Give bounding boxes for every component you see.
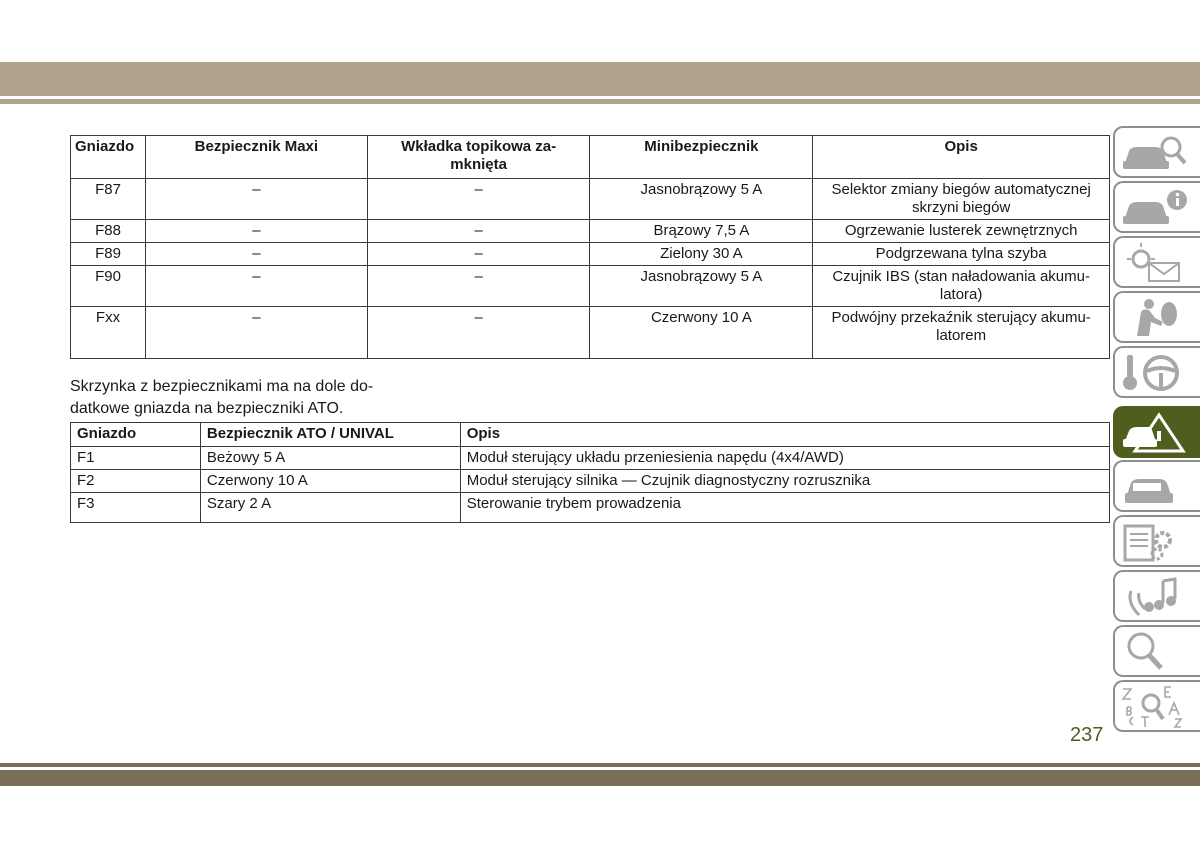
warning-light-mail-icon — [1119, 241, 1199, 285]
table-row — [71, 179, 1110, 220]
header-topikowa-line1: Wkładka topikowa za- — [401, 138, 557, 155]
cell-topikowa: – — [367, 266, 590, 307]
cell-maxi: – — [145, 220, 367, 243]
cell-slot: F90 — [71, 266, 146, 307]
cell-slot: F3 — [71, 493, 201, 523]
cell-mini: Jasnobrązowy 5 A — [590, 266, 813, 307]
cell-opis-line1: Czujnik IBS (stan naładowania akumu- — [832, 268, 1090, 285]
cell-maxi: – — [145, 266, 367, 307]
car-service-icon — [1119, 465, 1199, 509]
ato-intro-paragraph — [70, 376, 430, 420]
cell-ato: Czerwony 10 A — [200, 470, 460, 493]
cell-opis-line1: Podwójny przekaźnik sterujący akumu- — [831, 309, 1091, 326]
table-row — [71, 266, 1110, 307]
cell-slot: Fxx — [71, 307, 146, 359]
cell-slot: F88 — [71, 220, 146, 243]
cell-topikowa: – — [367, 179, 590, 220]
cell-slot: F89 — [71, 243, 146, 266]
cell-mini: Zielony 30 A — [590, 243, 813, 266]
fuse-table-header — [71, 136, 1110, 179]
cell-ato: Szary 2 A — [200, 493, 460, 523]
tab-starting-driving[interactable] — [1113, 346, 1200, 398]
cell-topikowa: – — [367, 220, 590, 243]
header-ato: Bezpiecznik ATO / UNIVAL — [200, 423, 460, 447]
page-number: 237 — [1070, 724, 1104, 746]
header-opis: Opis — [460, 423, 1109, 447]
cell-opis-line2: latora) — [939, 286, 983, 303]
cell-opis: Moduł sterujący układu przeniesienia napędu (4x4/AWD) — [460, 447, 1109, 470]
search-index-icon — [1119, 630, 1199, 674]
cell-opis: Moduł sterujący silnika — Czujnik diagnostyczny rozrusznika — [460, 470, 1109, 493]
footer-rule — [0, 763, 1200, 767]
header-topikowa — [367, 136, 590, 179]
cell-mini: Czerwony 10 A — [590, 307, 813, 359]
tab-service[interactable] — [1113, 460, 1200, 512]
tab-emergency[interactable] — [1113, 406, 1200, 458]
key-steering-wheel-icon — [1119, 351, 1199, 395]
table-row — [71, 307, 1110, 359]
paragraph-line2: datkowe gniazda na bezpieczniki ATO. — [70, 400, 344, 417]
car-info-icon — [1119, 186, 1199, 230]
header-maxi: Bezpiecznik Maxi — [145, 136, 367, 179]
cell-maxi: – — [145, 179, 367, 220]
cell-topikowa: – — [367, 307, 590, 359]
cell-ato: Beżowy 5 A — [200, 447, 460, 470]
tab-safety[interactable] — [1113, 291, 1200, 343]
cell-opis: Ogrzewanie lusterek zewnętrznych — [813, 220, 1110, 243]
tab-car-info[interactable] — [1113, 181, 1200, 233]
fuse-table — [70, 135, 1110, 359]
table-row — [71, 220, 1110, 243]
paragraph-line1: Skrzynka z bezpiecznikami ma na dole do- — [70, 378, 374, 395]
header-gniazdo: Gniazdo — [71, 136, 146, 179]
cell-opis — [813, 307, 1110, 359]
cell-opis-line2: latorem — [936, 327, 987, 344]
tab-multimedia[interactable] — [1113, 570, 1200, 622]
table-row — [71, 447, 1110, 470]
car-search-icon — [1119, 131, 1199, 175]
tab-alphabetical-index[interactable] — [1113, 680, 1200, 732]
cell-mini: Brązowy 7,5 A — [590, 220, 813, 243]
cell-mini: Jasnobrązowy 5 A — [590, 179, 813, 220]
specifications-gear-icon — [1119, 520, 1199, 564]
cell-opis: Podgrzewana tylna szyba — [813, 243, 1110, 266]
tab-search[interactable] — [1113, 625, 1200, 677]
ato-fuse-table — [70, 422, 1110, 523]
car-breakdown-warning-icon — [1119, 411, 1199, 455]
airbag-seat-icon — [1119, 296, 1199, 340]
header-mini: Minibezpiecznik — [590, 136, 813, 179]
table-row — [71, 493, 1110, 523]
header-gniazdo: Gniazdo — [71, 423, 201, 447]
footer-band — [0, 770, 1200, 786]
header-band — [0, 62, 1200, 96]
cell-opis: Sterowanie trybem prowadzenia — [460, 493, 1109, 523]
multimedia-music-icon — [1119, 575, 1199, 619]
tab-warning-lights[interactable] — [1113, 236, 1200, 288]
cell-slot: F87 — [71, 179, 146, 220]
cell-opis — [813, 266, 1110, 307]
table-row — [71, 470, 1110, 493]
cell-maxi: – — [145, 307, 367, 359]
tab-car-search[interactable] — [1113, 126, 1200, 178]
header-topikowa-line2: mknięta — [450, 156, 507, 173]
tab-specifications[interactable] — [1113, 515, 1200, 567]
cell-maxi: – — [145, 243, 367, 266]
cell-opis: Selektor zmiany biegów automatycznej skrzyni biegów — [813, 179, 1110, 220]
header-opis: Opis — [813, 136, 1110, 179]
cell-slot: F1 — [71, 447, 201, 470]
cell-slot: F2 — [71, 470, 201, 493]
header-rule — [0, 99, 1200, 104]
ato-table-header — [71, 423, 1110, 447]
cell-topikowa: – — [367, 243, 590, 266]
table-row — [71, 243, 1110, 266]
alphabetical-index-icon — [1119, 685, 1199, 729]
